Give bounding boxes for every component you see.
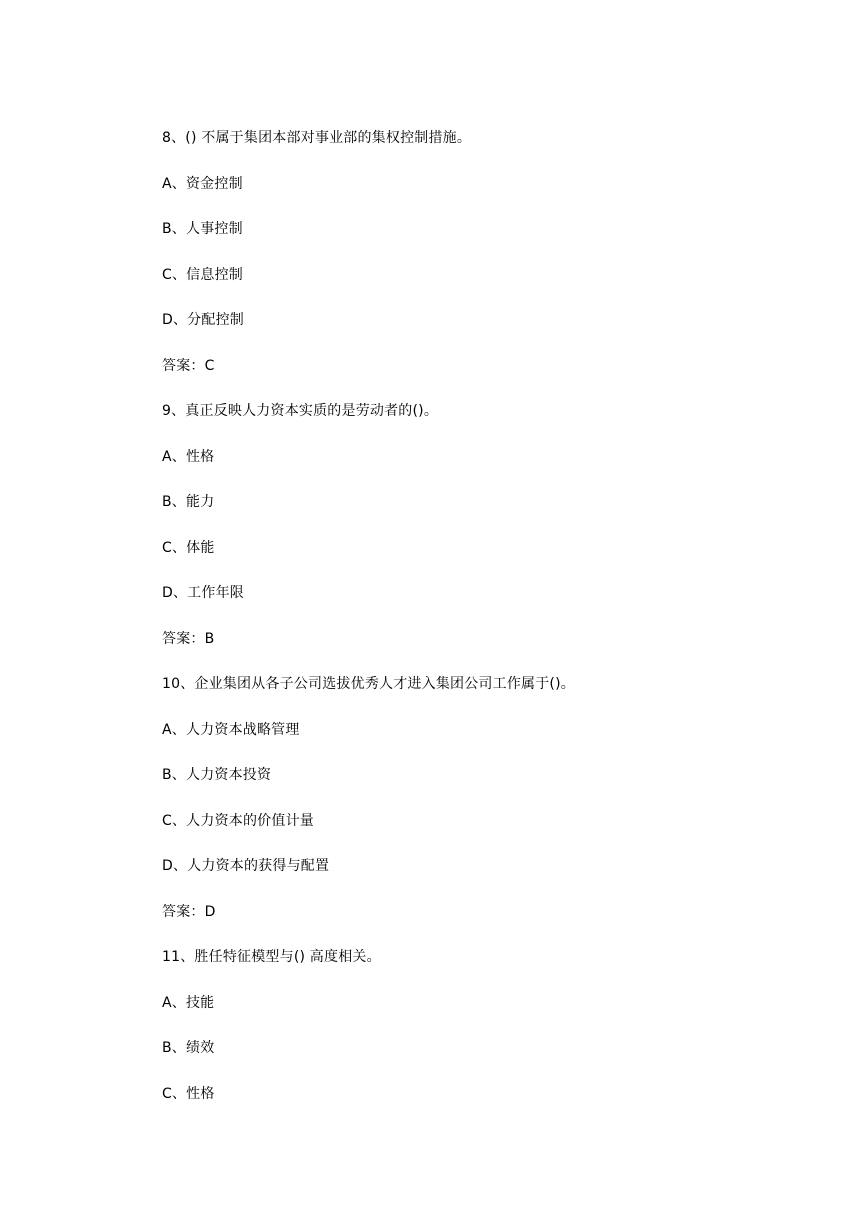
question-8-option-b: B、人事控制 (162, 221, 243, 237)
question-9-option-a: A、性格 (162, 449, 215, 465)
question-10-option-a: A、人力资本战略管理 (162, 722, 300, 738)
question-9-option-d: D、工作年限 (162, 585, 244, 601)
question-9-answer: 答案：B (162, 631, 215, 647)
question-10-option-d: D、人力资本的获得与配置 (162, 858, 330, 874)
question-11-option-a: A、技能 (162, 995, 215, 1011)
question-11-stem: 11、胜任特征模型与() 高度相关。 (162, 949, 381, 965)
question-8-stem: 8、() 不属于集团本部对事业部的集权控制措施。 (162, 130, 472, 146)
question-8-answer: 答案：C (162, 358, 215, 374)
question-11-option-b: B、绩效 (162, 1040, 215, 1056)
question-9-option-c: C、体能 (162, 540, 215, 556)
question-10-stem: 10、企业集团从各子公司选拔优秀人才进入集团公司工作属于()。 (162, 676, 575, 692)
question-10-option-b: B、人力资本投资 (162, 767, 272, 783)
question-8-option-d: D、分配控制 (162, 312, 244, 328)
question-8-option-c: C、信息控制 (162, 267, 243, 283)
question-10-option-c: C、人力资本的价值计量 (162, 813, 314, 829)
question-9-stem: 9、真正反映人力资本实质的是劳动者的()。 (162, 403, 439, 419)
question-10-answer: 答案：D (162, 904, 216, 920)
question-8-option-a: A、资金控制 (162, 176, 243, 192)
question-11-option-c: C、性格 (162, 1086, 215, 1102)
question-9-option-b: B、能力 (162, 494, 215, 510)
